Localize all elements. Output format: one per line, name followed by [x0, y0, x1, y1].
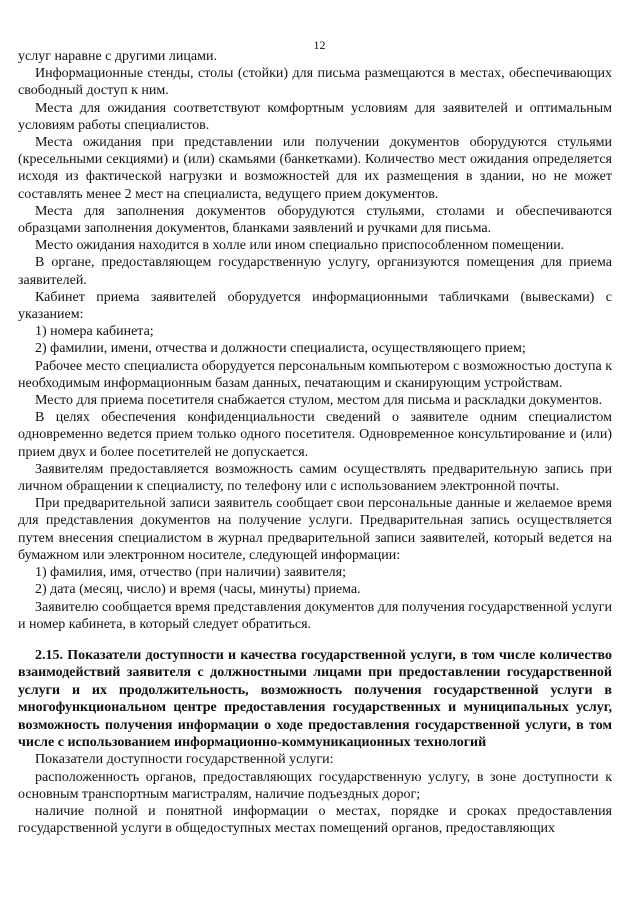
paragraph: Рабочее место специалиста оборудуется персональным компьютером с возможностью доступа к необходимым информационным базам данных, печатающим и сканирующим устройствам.: [18, 358, 612, 391]
list-item: 2) фамилии, имени, отчества и должности специалиста, осуществляющего прием;: [35, 341, 526, 357]
list-item: 2) дата (месяц, число) и время (часы, минуты) приема.: [35, 582, 361, 598]
page-number: 12: [313, 38, 326, 52]
paragraph: Места для ожидания соответствуют комфортным условиям для заявителей и оптимальным условиям работы специалистов.: [18, 100, 612, 133]
paragraph: Кабинет приема заявителей оборудуется информационными табличками (вывесками) с указанием:: [18, 289, 612, 323]
paragraph: Показатели доступности государственной услуги:: [35, 752, 334, 768]
paragraph: наличие полной и понятной информации о местах, порядке и сроках предоставления государственной услуги в общедоступных местах помещений органов, предоставляющих: [18, 803, 612, 837]
paragraph: Заявителям предоставляется возможность самим осуществлять предварительную запись при личном обращении к специалисту, по телефону или с использованием электронной почты.: [18, 461, 612, 495]
paragraph: В целях обеспечения конфиденциальности сведений о заявителе одним специалистом одновременно ведется прием только одного посетителя. Одновременное консультирование и (или) прием двух и более посетителей не допускается.: [18, 410, 612, 460]
paragraph: При предварительной записи заявитель сообщает свои персональные данные и желаемое время для представления документов на получение услуги. Предварительная запись осуществляется путем внесения специалистом в журнал предварительной записи заявителей, который ведется на бумажном или электронном носителе, следующей информации:: [18, 496, 612, 563]
paragraph: Заявителю сообщается время представления документов для получения государственной услуги и номер кабинета, в который следует обратиться.: [18, 599, 612, 632]
paragraph: расположенность органов, предоставляющих государственную услугу, в зоне доступности к основным транспортным магистралям, наличие подъездных дорог;: [18, 769, 612, 802]
document-body: [18, 48, 612, 837]
paragraph: Информационные стенды, столы (стойки) для письма размещаются в местах, обеспечивающих свободный доступ к ним.: [18, 66, 612, 99]
section-heading: 2.15. Показатели доступности и качества государственной услуги, в том числе количество взаимодействий заявителя с должностными лицами при предоставлении государственной услуги и их продолжительность, возможность получения государственной услуги в многофункциональном центре предоставления государственных и муниципальных услуг, возможность получения информации о ходе предоставления государственной услуги, в том числе с использованием информационно-коммуникационных технологий: [18, 647, 612, 750]
paragraph: Место ожидания находится в холле или ином специально приспособленном помещении.: [35, 238, 565, 254]
paragraph: Места для заполнения документов оборудуются стульями, столами и обеспечиваются образцами заполнения документов, бланками заявлений и ручками для письма.: [18, 203, 612, 237]
paragraph: В органе, предоставляющем государственную услугу, организуются помещения для приема заявителей.: [18, 255, 612, 288]
paragraph: Места ожидания при представлении или получении документов оборудуются стульями (кресельными секциями) и (или) скамьями (банкетками). Количество мест ожидания определяется исходя из фактической нагрузки и возможностей для их размещения в здании, но не может составлять менее 2 мест на специалиста, ведущего прием документов.: [18, 135, 612, 202]
paragraph: Место для приема посетителя снабжается стулом, местом для письма и раскладки документов.: [35, 393, 603, 409]
paragraph: услуг наравне с другими лицами.: [18, 49, 217, 64]
list-item: 1) фамилия, имя, отчество (при наличии) заявителя;: [35, 565, 346, 581]
list-item: 1) номера кабинета;: [35, 324, 154, 340]
